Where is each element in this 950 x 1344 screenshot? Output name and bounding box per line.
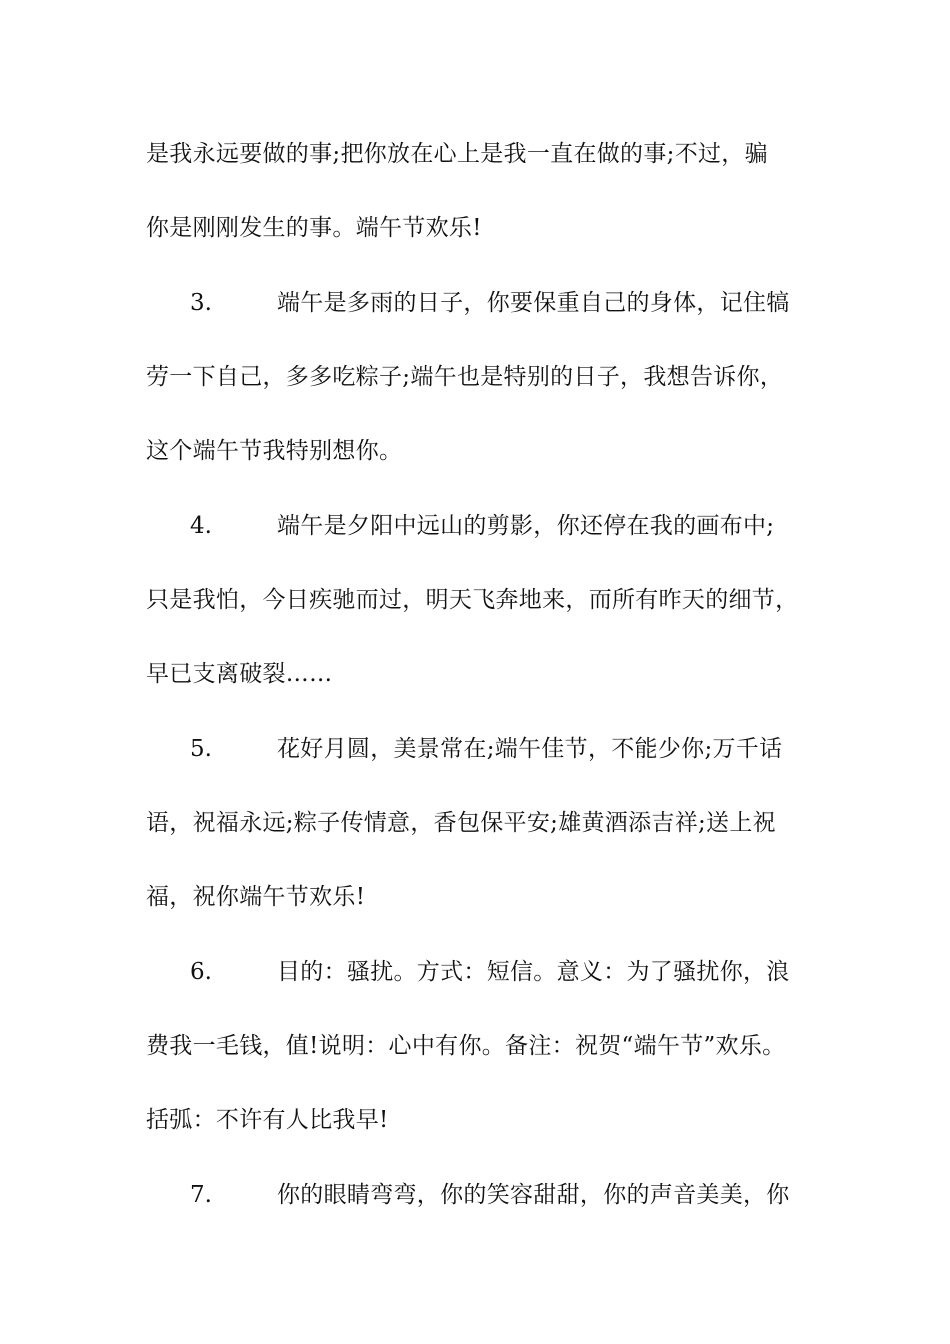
item-line: 费我一毛钱，值!说明：心中有你。备注：祝贺“端午节”欢乐。 xyxy=(146,1033,786,1059)
item-line: 语，祝福永远;粽子传情意，香包保平安;雄黄酒添吉祥;送上祝 xyxy=(146,810,776,836)
item-line: 这个端午节我特别想你。 xyxy=(146,438,403,464)
intro-line: 你是刚刚发生的事。端午节欢乐! xyxy=(146,215,482,241)
item-number: 4. xyxy=(190,513,212,539)
item-line: 劳一下自己，多多吃粽子;端午也是特别的日子，我想告诉你， xyxy=(146,364,784,390)
item-number: 5. xyxy=(190,736,212,762)
item-number: 6. xyxy=(190,959,212,985)
item-line: 早已支离破裂…… xyxy=(146,661,333,687)
item-first-line: 端午是多雨的日子，你要保重自己的身体，记住犒 xyxy=(277,290,790,316)
item-first-line: 花好月圆，美景常在;端午佳节，不能少你;万千话 xyxy=(277,736,783,762)
item-first-line: 你的眼睛弯弯，你的笑容甜甜，你的声音美美，你 xyxy=(277,1182,790,1208)
item-first-line: 端午是夕阳中远山的剪影，你还停在我的画布中; xyxy=(277,513,775,539)
item-line: 只是我怕，今日疾驰而过，明天飞奔地来，而所有昨天的细节， xyxy=(146,587,799,613)
item-first-line: 目的：骚扰。方式：短信。意义：为了骚扰你，浪 xyxy=(277,959,790,985)
item-number: 7. xyxy=(190,1182,212,1208)
item-line: 括弧：不许有人比我早! xyxy=(146,1107,389,1133)
item-number: 3. xyxy=(190,290,212,316)
item-line: 福，祝你端午节欢乐! xyxy=(146,884,366,910)
intro-line: 是我永远要做的事;把你放在心上是我一直在做的事;不过，骗 xyxy=(146,141,768,167)
